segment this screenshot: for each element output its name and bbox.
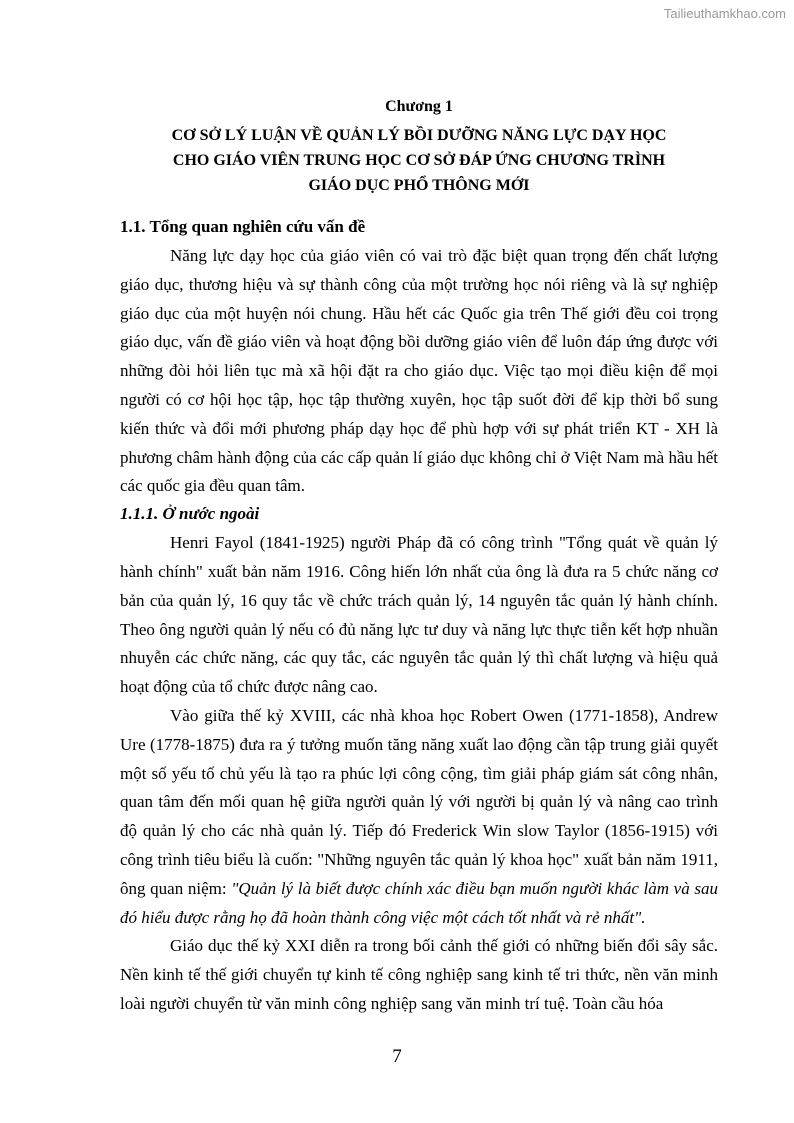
chapter-title bbox=[120, 123, 718, 198]
paragraph-fayol: Henri Fayol (1841-1925) người Pháp đã có công trình "Tổng quát về quản lý hành chính" xuất bản năm 1916. Công hiến lớn nhất của ông là đưa ra 5 chức năng cơ bản của quản lý, 16 quy tắc về chức trách quản lý, 14 nguyên tắc quản lý hành chính. Theo ông người quản lý nếu có đủ năng lực tư duy và năng lực thực tiễn kết hợp nhuần nhuyễn các chức năng, các quy tắc, các nguyên tắc quản lý thì chất lượng và hiệu quả hoạt động của tổ chức được nâng cao. bbox=[120, 533, 718, 697]
paragraph-text: Vào giữa thế kỷ XVIII, các nhà khoa học Robert Owen (1771-1858), Andrew Ure (1778-1875) đưa ra ý tưởng muốn tăng năng xuất lao động cần tập trung giải quyết một số yếu tố chủ yếu là tạo ra phúc lợi công cộng, tìm giải pháp giám sát công nhân, quan tâm đến mối quan hệ giữa người quản lý với người bị quản lý và nâng cao trình độ quản lý cho các nhà quản lý. Tiếp đó Frederick Win slow Taylor (1856-1915) với công trình tiêu biểu là cuốn: "Những nguyên tắc quản lý khoa học" xuất bản năm 1911, ông quan niệm: bbox=[120, 705, 718, 898]
chapter-title-line: CHO GIÁO VIÊN TRUNG HỌC CƠ SỞ ĐÁP ỨNG CHƯƠNG TRÌNH bbox=[172, 152, 666, 169]
watermark: Tailieuthamkhao.com bbox=[663, 6, 786, 21]
section-paragraph: Năng lực dạy học của giáo viên có vai trò đặc biệt quan trọng đến chất lượng giáo dục, thương hiệu và sự thành công của một trường học nói riêng và là sự nghiệp giáo dục của một huyện nói chung. Hầu hết các Quốc gia trên Thế giới đều coi trọng giáo dục, vấn đề giáo viên và hoạt động bồi dưỡng giáo viên để luôn đáp ứng được với những đòi hỏi liên tục mà xã hội đặt ra cho giáo dục. Việc tạo mọi điều kiện để mọi người có cơ hội học tập, học tập thường xuyên, học tập suốt đời để kịp thời bổ sung kiến thức và đổi mới phương pháp dạy học để phù hợp với sự phát triển KT - XH là phương châm hành động của các cấp quản lí giáo dục không chỉ ở Việt Nam mà hầu hết các quốc gia đều quan tâm. bbox=[120, 246, 719, 496]
subsection-heading: 1.1.1. Ở nước ngoài bbox=[120, 504, 260, 524]
paragraph-education-21c: Giáo dục thế kỷ XXI diễn ra trong bối cảnh thế giới có những biến đổi sây sắc. Nền kinh tế thế giới chuyển tự kinh tế công nghiệp sang kinh tế tri thức, nền văn minh loài người chuyển từ văn minh công nghiệp sang văn minh trí tuệ. Toàn cầu hóa bbox=[120, 936, 718, 1013]
chapter-label: Chương 1 bbox=[385, 98, 453, 115]
page-content bbox=[120, 96, 718, 1019]
chapter-title-line: GIÁO DỤC PHỔ THÔNG MỚI bbox=[308, 177, 530, 194]
paragraph-owen-taylor bbox=[120, 702, 718, 932]
section-heading: 1.1. Tổng quan nghiên cứu vấn đề bbox=[120, 217, 366, 236]
chapter-title-line: CƠ SỞ LÝ LUẬN VỀ QUẢN LÝ BỒI DƯỠNG NĂNG LỰC DẠY HỌC bbox=[171, 127, 667, 144]
taylor-quote: "Quản lý là biết được chính xác điều bạn muốn người khác làm và sau đó hiểu được rằng họ đã hoàn thành công việc một cách tốt nhất và rẻ nhất". bbox=[120, 878, 719, 927]
page-number: 7 bbox=[392, 1046, 402, 1067]
